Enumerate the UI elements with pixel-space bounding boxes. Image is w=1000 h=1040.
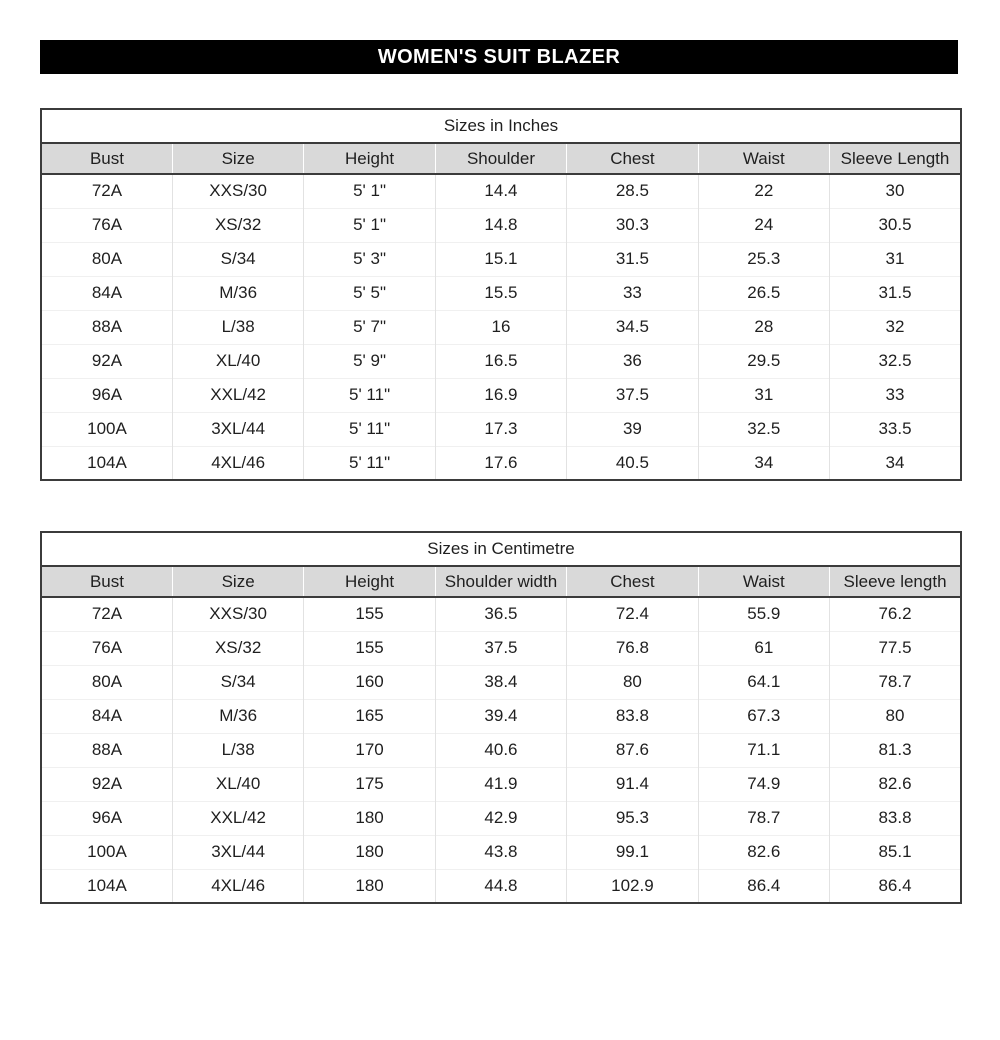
table-cell: 104A (41, 446, 172, 480)
table-cell: 5' 1" (304, 208, 435, 242)
table-row (41, 699, 961, 733)
table-cell: 71.1 (698, 733, 829, 767)
table-cell: 155 (304, 631, 435, 665)
table-cell: 31.5 (567, 242, 698, 276)
table-cell: 100A (41, 835, 172, 869)
table-cell: 87.6 (567, 733, 698, 767)
table-cell: 30.5 (830, 208, 961, 242)
table-cell: 80A (41, 242, 172, 276)
table-cell: 34 (698, 446, 829, 480)
table-cell: XXL/42 (172, 378, 303, 412)
table-cell: 33 (830, 378, 961, 412)
table-cell: XS/32 (172, 631, 303, 665)
table-cell: 24 (698, 208, 829, 242)
table-cell: 81.3 (830, 733, 961, 767)
table-cell: 5' 5" (304, 276, 435, 310)
column-header: Size (172, 566, 303, 597)
table-cell: 104A (41, 869, 172, 903)
table-cell: 32 (830, 310, 961, 344)
table-cell: 76.8 (567, 631, 698, 665)
table-cell: 30 (830, 174, 961, 208)
table-cell: 22 (698, 174, 829, 208)
table-cell: 14.8 (435, 208, 566, 242)
table-cell: S/34 (172, 665, 303, 699)
table-cell: 76A (41, 631, 172, 665)
table-cell: 16.9 (435, 378, 566, 412)
table-cell: 5' 1" (304, 174, 435, 208)
table-title: Sizes in Inches (41, 109, 961, 143)
table-cell: 72A (41, 174, 172, 208)
inches-table-body (41, 174, 961, 480)
column-header: Chest (567, 566, 698, 597)
table-cell: 37.5 (567, 378, 698, 412)
sizes-in-centimetre-table (40, 531, 962, 904)
table-cell: 77.5 (830, 631, 961, 665)
table-cell: 31 (830, 242, 961, 276)
table-cell: 165 (304, 699, 435, 733)
table-cell: 96A (41, 801, 172, 835)
table-cell: 17.6 (435, 446, 566, 480)
table-cell: 41.9 (435, 767, 566, 801)
table-row (41, 242, 961, 276)
table-cell: 83.8 (830, 801, 961, 835)
column-header: Bust (41, 143, 172, 174)
table-cell: S/34 (172, 242, 303, 276)
column-header-row (41, 143, 961, 174)
table-cell: 82.6 (830, 767, 961, 801)
table-cell: 4XL/46 (172, 869, 303, 903)
table-cell: 102.9 (567, 869, 698, 903)
table-cell: 180 (304, 835, 435, 869)
table-row (41, 378, 961, 412)
column-header-row (41, 566, 961, 597)
table-cell: 92A (41, 767, 172, 801)
table-cell: 84A (41, 699, 172, 733)
table-cell: 88A (41, 310, 172, 344)
table-row (41, 446, 961, 480)
column-header: Shoulder width (435, 566, 566, 597)
table-cell: 91.4 (567, 767, 698, 801)
table-cell: 38.4 (435, 665, 566, 699)
table-cell: 180 (304, 869, 435, 903)
table-cell: XXS/30 (172, 597, 303, 631)
table-row (41, 801, 961, 835)
table-cell: 36.5 (435, 597, 566, 631)
table-cell: 29.5 (698, 344, 829, 378)
table-cell: 42.9 (435, 801, 566, 835)
table-cell: XS/32 (172, 208, 303, 242)
table-cell: 86.4 (698, 869, 829, 903)
table-cell: 72.4 (567, 597, 698, 631)
table-cell: 34 (830, 446, 961, 480)
table-cell: 99.1 (567, 835, 698, 869)
table-title-row (41, 532, 961, 566)
table-title-row (41, 109, 961, 143)
table-cell: XL/40 (172, 767, 303, 801)
table-cell: 31.5 (830, 276, 961, 310)
table-cell: L/38 (172, 733, 303, 767)
table-cell: 3XL/44 (172, 835, 303, 869)
table-cell: 88A (41, 733, 172, 767)
table-row (41, 412, 961, 446)
table-cell: M/36 (172, 276, 303, 310)
table-row (41, 733, 961, 767)
table-cell: 39 (567, 412, 698, 446)
table-row (41, 631, 961, 665)
table-cell: 80 (567, 665, 698, 699)
table-cell: 5' 11" (304, 446, 435, 480)
table-cell: 170 (304, 733, 435, 767)
table-cell: 83.8 (567, 699, 698, 733)
table-cell: 43.8 (435, 835, 566, 869)
table-cell: 67.3 (698, 699, 829, 733)
table-cell: 28 (698, 310, 829, 344)
table-cell: 5' 11" (304, 412, 435, 446)
table-cell: 36 (567, 344, 698, 378)
table-cell: 74.9 (698, 767, 829, 801)
table-row (41, 665, 961, 699)
table-row (41, 597, 961, 631)
table-cell: 28.5 (567, 174, 698, 208)
table-cell: 5' 3" (304, 242, 435, 276)
table-cell: 61 (698, 631, 829, 665)
table-cell: 34.5 (567, 310, 698, 344)
table-cell: 30.3 (567, 208, 698, 242)
table-cell: 100A (41, 412, 172, 446)
table-cell: 5' 11" (304, 378, 435, 412)
table-cell: XXL/42 (172, 801, 303, 835)
table-cell: 33.5 (830, 412, 961, 446)
table-cell: 17.3 (435, 412, 566, 446)
table-cell: 160 (304, 665, 435, 699)
table-cell: 76A (41, 208, 172, 242)
column-header: Size (172, 143, 303, 174)
table-cell: 85.1 (830, 835, 961, 869)
table-cell: 5' 9" (304, 344, 435, 378)
table-cell: 78.7 (830, 665, 961, 699)
table-cell: 155 (304, 597, 435, 631)
table-cell: 96A (41, 378, 172, 412)
table-cell: 32.5 (830, 344, 961, 378)
table-row (41, 344, 961, 378)
table-cell: 16 (435, 310, 566, 344)
table-cell: 80A (41, 665, 172, 699)
column-header: Shoulder (435, 143, 566, 174)
table-cell: 40.5 (567, 446, 698, 480)
table-cell: 15.5 (435, 276, 566, 310)
table-cell: 95.3 (567, 801, 698, 835)
table-cell: 5' 7" (304, 310, 435, 344)
table-row (41, 208, 961, 242)
table-row (41, 835, 961, 869)
column-header: Height (304, 566, 435, 597)
table-cell: 14.4 (435, 174, 566, 208)
page-title: WOMEN'S SUIT BLAZER (40, 40, 958, 74)
table-cell: 3XL/44 (172, 412, 303, 446)
table-cell: M/36 (172, 699, 303, 733)
table-cell: XL/40 (172, 344, 303, 378)
table-cell: 16.5 (435, 344, 566, 378)
table-cell: 78.7 (698, 801, 829, 835)
table-cell: 55.9 (698, 597, 829, 631)
table-cell: 84A (41, 276, 172, 310)
table-cell: 92A (41, 344, 172, 378)
table-cell: 76.2 (830, 597, 961, 631)
table-cell: XXS/30 (172, 174, 303, 208)
table-cell: 64.1 (698, 665, 829, 699)
table-cell: 44.8 (435, 869, 566, 903)
table-cell: 32.5 (698, 412, 829, 446)
sizes-in-inches-table (40, 108, 962, 481)
table-cell: 82.6 (698, 835, 829, 869)
table-row (41, 869, 961, 903)
table-row (41, 276, 961, 310)
table-cell: 25.3 (698, 242, 829, 276)
table-cell: L/38 (172, 310, 303, 344)
table-cell: 80 (830, 699, 961, 733)
table-title: Sizes in Centimetre (41, 532, 961, 566)
table-cell: 86.4 (830, 869, 961, 903)
column-header: Sleeve Length (830, 143, 961, 174)
table-cell: 180 (304, 801, 435, 835)
table-cell: 15.1 (435, 242, 566, 276)
column-header: Waist (698, 143, 829, 174)
table-cell: 175 (304, 767, 435, 801)
column-header: Chest (567, 143, 698, 174)
column-header: Height (304, 143, 435, 174)
table-row (41, 767, 961, 801)
table-row (41, 174, 961, 208)
table-cell: 37.5 (435, 631, 566, 665)
table-cell: 33 (567, 276, 698, 310)
column-header: Sleeve length (830, 566, 961, 597)
centimetre-table-body (41, 597, 961, 903)
table-cell: 31 (698, 378, 829, 412)
table-cell: 39.4 (435, 699, 566, 733)
table-cell: 72A (41, 597, 172, 631)
table-cell: 26.5 (698, 276, 829, 310)
table-cell: 4XL/46 (172, 446, 303, 480)
column-header: Bust (41, 566, 172, 597)
table-cell: 40.6 (435, 733, 566, 767)
table-row (41, 310, 961, 344)
column-header: Waist (698, 566, 829, 597)
